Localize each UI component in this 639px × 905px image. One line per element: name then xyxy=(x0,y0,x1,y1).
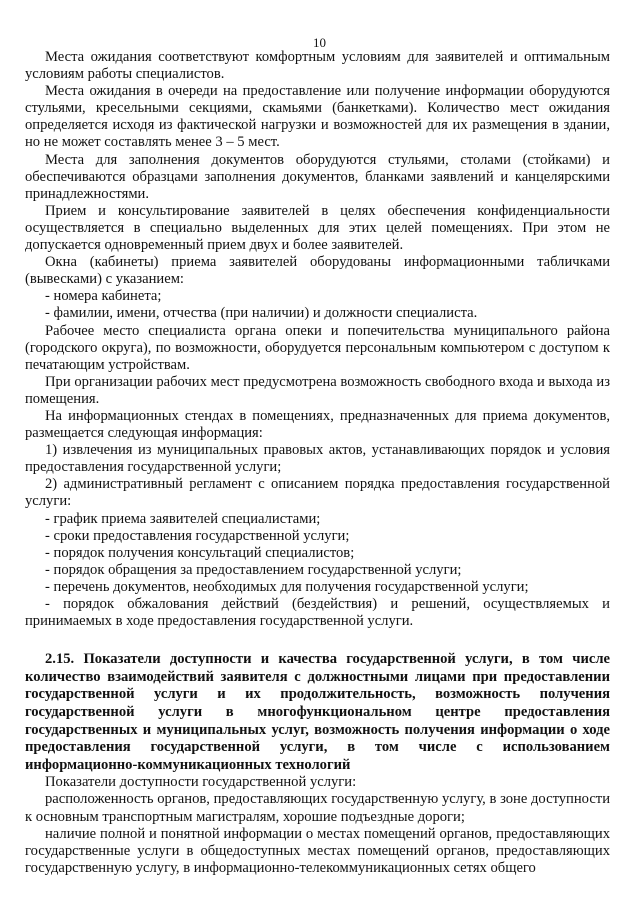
list-item-application-procedure: - порядок обращения за предоставлением государственной услуги; xyxy=(45,561,462,578)
list-item-cabinet-number: - номера кабинета; xyxy=(45,288,162,305)
list-item-specialist-name: - фамилии, имени, отчества (при наличии) и должности специалиста. xyxy=(45,305,478,322)
list-item-schedule: - график приема заявителей специалистами; xyxy=(45,510,321,527)
paragraph-document-filling: Места для заполнения документов оборудуются стульями, столами (стойками) и обеспечиваются образцами заполнения документов, бланками заявлений и канцелярскими принадлежностями. xyxy=(25,151,610,202)
list-item-consultations: - порядок получения консультаций специалистов; xyxy=(45,544,355,561)
paragraph-info-stands: На информационных стендах в помещениях, предназначенных для приема документов, размещается следующая информация: xyxy=(25,407,610,442)
paragraph-workplace: Рабочее место специалиста органа опеки и попечительства муниципального района (городского округа), по возможности, оборудуется персональным компьютером с доступом к печатающим устройствам. xyxy=(25,322,610,373)
page-number: 10 xyxy=(313,35,326,50)
paragraph-legal-acts: 1) извлечения из муниципальных правовых актов, устанавливающих порядок и условия предоставления государственной услуги; xyxy=(25,442,610,476)
paragraph-waiting-seats: Места ожидания в очереди на предоставление или получение информации оборудуются стульями, кресельными секциями, скамьями (банкетками). Количество мест ожидания определяется исходя из фактической нагрузки и возможностей для их размещения в здании, но не может составлять менее 3 – 5 мест. xyxy=(25,83,610,151)
list-item-deadlines: - сроки предоставления государственной услуги; xyxy=(45,527,350,544)
paragraph-admin-regulation: 2) административный регламент с описанием порядка предоставления государственной услуги: xyxy=(25,476,610,510)
indicator-transport-accessibility: расположенность органов, предоставляющих государственную услугу, в зоне доступности к основным транспортным магистралям, хорошие подъездные дороги; xyxy=(25,791,610,825)
indicator-information-availability: наличие полной и понятной информации о местах помещений органов, предоставляющих государственные услуги в общедоступных местах помещений органов, предоставляющих государственную услугу, в информационно-телекоммуникационных сетях общего xyxy=(25,825,610,876)
paragraph-confidential-reception: Прием и консультирование заявителей в целях обеспечения конфиденциальности осуществляется в специально выделенных для этих целей помещениях. При этом не допускается одновременный прием двух и более заявителей. xyxy=(25,202,610,254)
list-item-required-documents: - перечень документов, необходимых для получения государственной услуги; xyxy=(45,578,529,595)
paragraph-reception-windows: Окна (кабинеты) приема заявителей оборудованы информационными табличками (вывесками) с указанием: xyxy=(25,254,610,288)
list-item-appeal-procedure: - порядок обжалования действий (бездействия) и решений, осуществляемых и принимаемых в ходе предоставления государственной услуги. xyxy=(25,596,610,630)
section-heading-2-15: 2.15. Показатели доступности и качества государственной услуги, в том числе количество взаимодействий заявителя с должностными лицами при предоставлении государственной услуги и их продолжительность, возможность получения государственной услуги в многофункциональном центре предоставления государственных и муниципальных услуг, возможность получения информации о ходе предоставления государственной услуги, в том числе с использованием информационно-коммуникационных технологий xyxy=(25,651,610,773)
paragraph-waiting-comfort: Места ожидания соответствуют комфортным условиям для заявителей и оптимальным условиям работы специалистов. xyxy=(25,49,610,83)
paragraph-free-access: При организации рабочих мест предусмотрена возможность свободного входа и выхода из помещения. xyxy=(25,373,610,407)
document-body xyxy=(25,49,610,877)
indicators-lead: Показатели доступности государственной услуги: xyxy=(45,774,357,791)
